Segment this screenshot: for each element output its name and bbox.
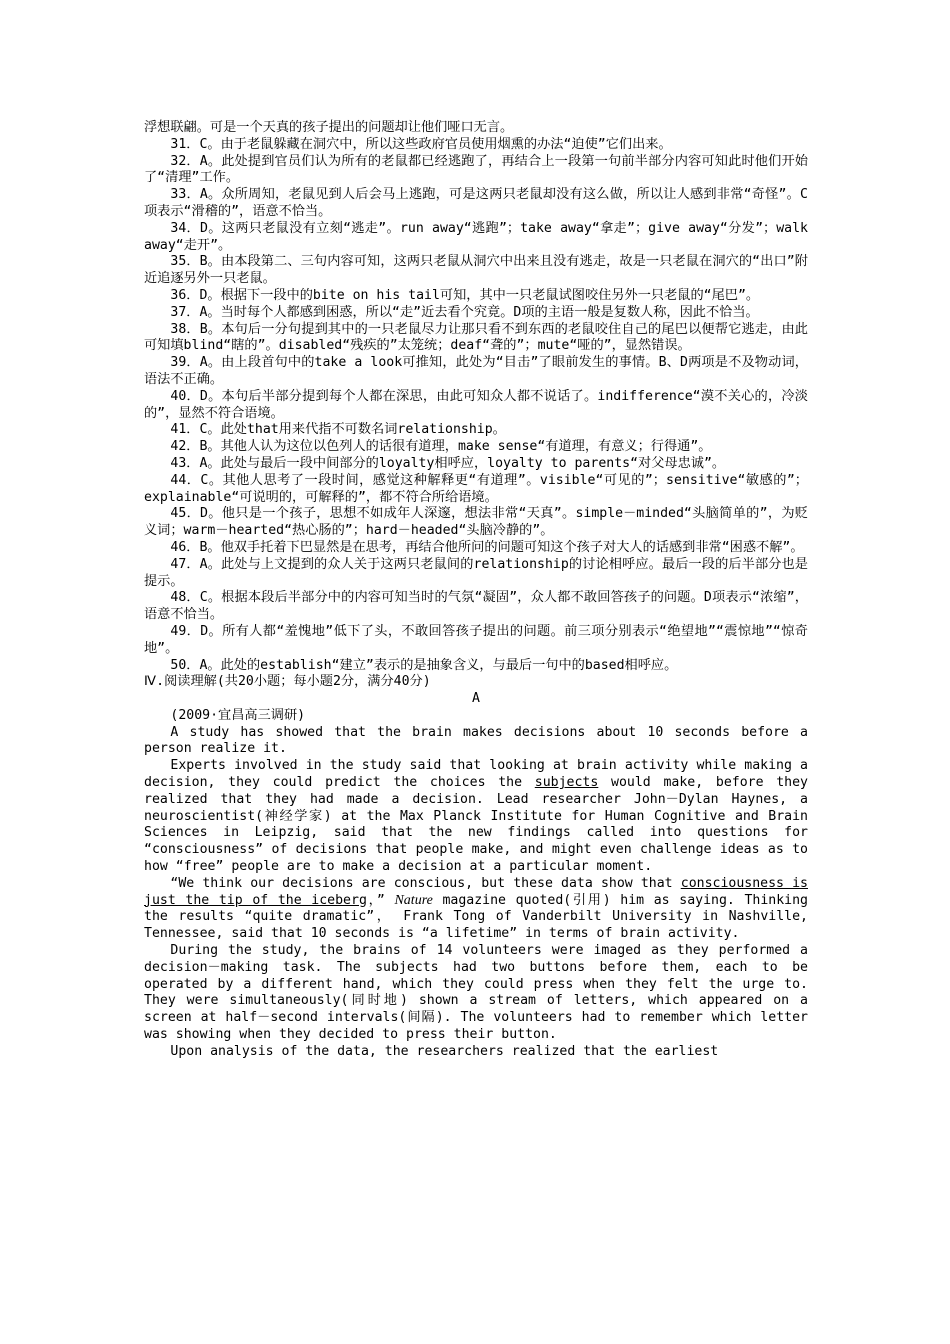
answer-34: 34．D。这两只老鼠没有立刻“逃走”。run away“逃跑”；take away“拿走”；give away“分发”；walk away“走开”。: [144, 220, 808, 253]
answer-40: 40．D。本句后半部分提到每个人都在深思，由此可知众人都不说话了。indifference“漠不关心的，冷淡的”，显然不符合语境。: [144, 388, 808, 421]
passage-label: A: [472, 691, 480, 707]
answer-36: 36．D。根据下一段中的bite on his tail可知，其中一只老鼠试图咬住另外一只老鼠的“尾巴”。: [170, 287, 760, 303]
p3-text-b: ，”: [366, 892, 395, 908]
answer-31: 31．C。由于老鼠躲藏在洞穴中，所以这些政府官员使用烟熏的办法“迫使”它们出来。: [170, 136, 672, 152]
answer-47: 47．A。此处与上文提到的众人关于这两只老鼠间的relationship的讨论相呼应。最后一段的后半部分也是提示。: [144, 556, 808, 589]
answer-48: 48．C。根据本段后半部分中的内容可知当时的气氛“凝固”，众人都不敢回答孩子的问题。D项表示“浓缩”，语意不恰当。: [144, 590, 808, 623]
passage-paragraph-1: A study has showed that the brain makes decisions about 10 seconds before a person realize it.: [144, 724, 808, 757]
answer-39: 39．A。由上段首句中的take a look可推知，此处为“目击”了眼前发生的事情。B、D两项是不及物动词，语法不正确。: [144, 355, 808, 387]
answer-37: 37．A。当时每个人都感到困惑，所以“走”近去看个究竟。D项的主语一般是复数人称，因此不恰当。: [170, 304, 759, 320]
p2-text-a: Experts involved in the study said that looking at brain activity while making a decision, they could predict the choices the: [144, 758, 808, 791]
passage-paragraph-2: [144, 758, 808, 876]
answer-32: 32．A。此处提到官员们认为所有的老鼠都已经逃跑了，再结合上一段第一句前半部分内容可知此时他们开始了“清理”工作。: [144, 153, 808, 186]
passage-source: (2009·宜昌高三调研): [170, 707, 306, 723]
p3-text-a: “We think our decisions are conscious, but these data show that: [170, 875, 681, 891]
answer-50: 50．A。此处的establish“建立”表示的是抽象含义，与最后一句中的based相呼应。: [170, 657, 678, 673]
answer-44: 44．C。其他人思考了一段时间，感觉这种解释更“有道理”。visible“可见的”；sensitive“敏感的”；explainable“可说明的，可解释的”，都不符合所给语境。: [144, 472, 808, 505]
underlined-phrase-iceberg: consciousness is just the tip of the iceberg: [144, 875, 808, 908]
answer-46: 46．B。他双手托着下巴显然是在思考，再结合他所问的问题可知这个孩子对大人的话感到非常“困惑不解”。: [170, 539, 804, 555]
section-heading: Ⅳ.阅读理解(共20小题；每小题2分，满分40分): [144, 674, 431, 690]
answer-49: 49．D。所有人都“羞愧地”低下了头，不敢回答孩子提出的问题。前三项分别表示“绝望地”“震惊地”“惊奇地”。: [144, 623, 808, 656]
p2-text-b: would make, before they realized that they had made a decision. Lead researcher John－Dylan Haynes, a neuroscientist(神经学家) at the Max Planck Institute for Human Cognitive and Brain Sciences in Leipzig, said that the new findings called into questions for “consciousness” of decisions that people make, and might even challenge ideas as to how “free” people are to make a decision at a particular moment.: [144, 775, 808, 875]
answer-42: 42．B。其他人认为这位以色列人的话很有道理，make sense“有道理，有意义；行得通”。: [170, 439, 712, 455]
p3-text-c: magazine quoted(引用) him as saying. Thinking the results “quite dramatic”， Frank Tong of Vanderbilt University in Nashville, Tennessee, said that 10 seconds is “a lifetime” in terms of brain activity.: [144, 892, 808, 942]
passage-paragraph-5: Upon analysis of the data, the researchers realized that the earliest: [170, 1043, 719, 1059]
italic-nature: Nature: [394, 892, 433, 908]
answer-43: 43．A。此处与最后一段中间部分的loyalty相呼应，loyalty to parents“对父母忠诚”。: [170, 455, 726, 471]
answer-35: 35．B。由本段第二、三句内容可知，这两只老鼠从洞穴中出来且没有逃走，故是一只老鼠在洞穴的“出口”附近追逐另外一只老鼠。: [144, 254, 808, 287]
answer-41: 41．C。此处that用来代指不可数名词relationship。: [170, 422, 506, 438]
passage-paragraph-4: During the study, the brains of 14 volunteers were imaged as they performed a decision－making task. The subjects had two buttons before them, each to be operated by a different hand, which they could press when they felt the urge to. They were simultaneously(同时地) shown a stream of letters, which appeared on a screen at half－second intervals(间隔). The volunteers had to remember which letter was showing when they decided to press their button.: [144, 943, 808, 1043]
answer-33: 33．A。众所周知，老鼠见到人后会马上逃跑，可是这两只老鼠却没有这么做，所以让人感到非常“奇怪”。C项表示“滑稽的”，语意不恰当。: [144, 187, 808, 219]
underlined-word-subjects: subjects: [534, 775, 599, 791]
answer-45: 45．D。他只是一个孩子，思想不如成年人深邃，想法非常“天真”。simple－minded“头脑简单的”，为贬义词；warm－hearted“热心肠的”；hard－headed“头脑冷静的”。: [144, 506, 808, 539]
passage-paragraph-3: [144, 876, 808, 943]
answer-continuation: 浮想联翩。可是一个天真的孩子提出的问题却让他们哑口无言。: [144, 120, 514, 135]
answer-38: 38．B。本句后一分句提到其中的一只老鼠尽力让那只看不到东西的老鼠咬住自己的尾巴以便帮它逃走，由此可知填blind“瞎的”。disabled“残疾的”太笼统；deaf“聋的”；mute“哑的”，显然错误。: [144, 321, 808, 354]
document-page: [144, 120, 808, 1061]
